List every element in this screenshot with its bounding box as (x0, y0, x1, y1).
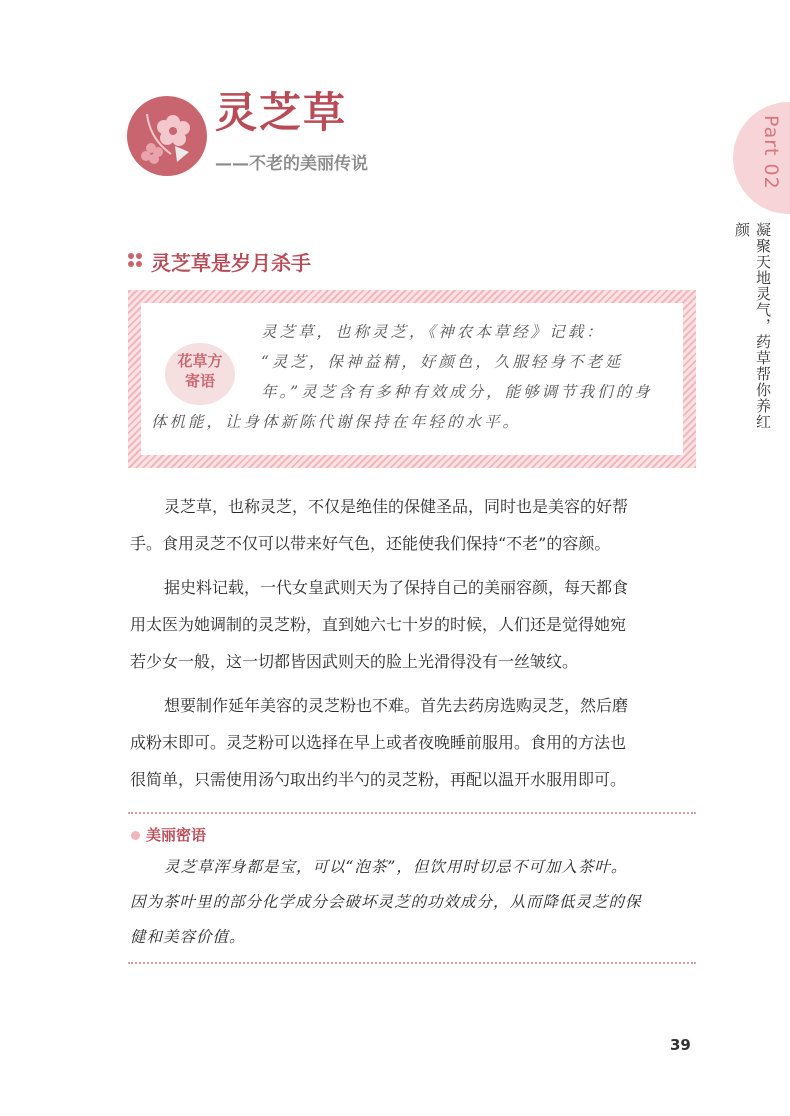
body-paragraph (130, 569, 696, 680)
quote-badge (165, 343, 235, 405)
tip-line: 健和美容价值。 (130, 928, 246, 946)
body-line: 手。食用灵芝不仅可以带来好气色，还能使我们保持“不老”的容颜。 (130, 534, 611, 553)
quote-line: 灵芝草，也称灵芝，《神农本草经》记载： (261, 323, 605, 341)
tip-bullet-icon (131, 831, 140, 840)
quote-line: 年。”灵芝含有多种有效成分，能够调节我们的身 (261, 383, 653, 401)
body-paragraph (130, 488, 696, 562)
body-line: 据史料记载，一代女皇武则天为了保持自己的美丽容颜，每天都食 (164, 578, 629, 597)
tip-line: 因为茶叶里的部分化学成分会破坏灵芝的功效成分，从而降低灵芝的保 (130, 893, 642, 911)
body-text (130, 488, 696, 805)
body-line: 想要制作延年美容的灵芝粉也不难。首先去药房选购灵芝，然后磨 (164, 696, 629, 715)
tip-line: 灵芝草浑身都是宝，可以“泡茶”，但饮用时切忌不可加入茶叶。 (164, 858, 628, 876)
body-paragraph (130, 687, 696, 798)
quote-badge-line: 寄语 (184, 372, 215, 390)
page-subtitle: ——不老的美丽传说 (215, 154, 368, 174)
quote-line: “灵芝，保神益精，好颜色，久服轻身不老延 (261, 353, 624, 371)
quote-inner (141, 303, 683, 455)
body-line: 用太医为她调制的灵芝粉，直到她六七十岁的时候，人们还是觉得她宛 (130, 615, 627, 634)
flower-emblem-graphic (127, 96, 207, 176)
tip-divider-top (128, 812, 696, 814)
quote-line: 体机能，让身体新陈代谢保持在年轻的水平。 (151, 413, 522, 431)
page-title: 灵芝草 (215, 88, 348, 137)
section-bullet-icon (128, 253, 146, 271)
body-line: 成粉末即可。灵芝粉可以选择在早上或者夜晚睡前服用。食用的方法也 (130, 733, 627, 752)
flower-emblem-icon (127, 96, 207, 176)
tip-title: 美丽密语 (146, 826, 207, 844)
part-caption: 凝聚天地灵气，药草帮你养红颜 (733, 222, 772, 430)
quote-box (128, 290, 696, 468)
tip-divider-bottom (128, 962, 696, 964)
quote-badge-line: 花草方 (177, 352, 223, 370)
tip-text (130, 850, 696, 955)
section-heading: 灵芝草是岁月杀手 (151, 251, 311, 275)
body-line: 若少女一般，这一切都皆因武则天的脸上光滑得没有一丝皱纹。 (130, 652, 579, 671)
body-line: 灵芝草，也称灵芝，不仅是绝佳的保健圣品，同时也是美容的好帮 (164, 497, 629, 516)
body-line: 很简单，只需使用汤勺取出约半勺的灵芝粉，再配以温开水服用即可。 (130, 770, 627, 789)
part-label: Part 02 (760, 115, 782, 190)
page-number: 39 (670, 1036, 691, 1054)
